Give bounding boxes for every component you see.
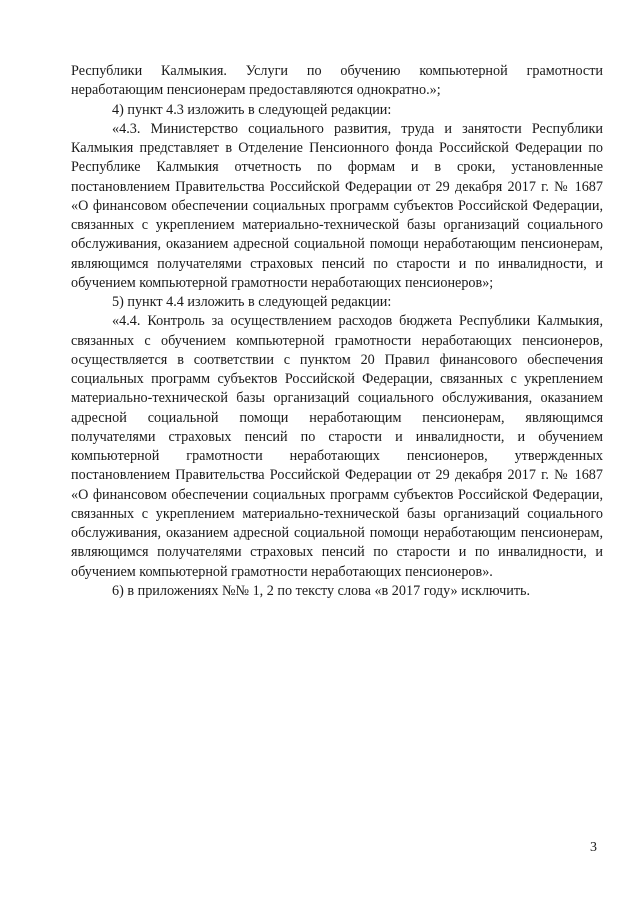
document-body [71,62,603,601]
paragraph-item-6: 6) в приложениях №№ 1, 2 по тексту слова «в 2017 году» исключить. [112,582,531,599]
paragraph-clause-4-4: «4.4. Контроль за осуществлением расходов бюджета Республики Калмыкия, связанных с обучением компьютерной грамотности неработающих пенсионеров, осуществляется в соответствии с пунктом 20 Правил финансового обеспечения социальных программ субъектов Российской Федерации, связанных с укреплением материально-технической базы организаций социального обслуживания, оказанием адресной социальной помощи неработающим пенсионерам, являющимся получателями страховых пенсий по старости и инвалидности, и обучением компьютерной грамотности неработающих пенсионеров, утвержденных постановлением Правительства Российской Федерации от 29 декабря 2017 г. № 1687 «О финансовом обеспечении социальных программ субъектов Российской Федерации, связанных с укреплением материально-технической базы организаций социального обслуживания, оказанием адресной социальной помощи неработающим пенсионерам, являющимся получателями страховых пенсий по старости и по инвалидности, и обучением компьютерной грамотности неработающих пенсионеров». [71,313,603,580]
page-number: 3 [590,840,597,855]
paragraph-item-5: 5) пункт 4.4 изложить в следующей редакции: [112,294,392,310]
paragraph-continuation: Республики Калмыкия. Услуги по обучению компьютерной грамотности неработающим пенсионерам предоставляются однократно.»; [71,63,603,99]
paragraph-clause-4-3: «4.3. Министерство социального развития, труда и занятости Республики Калмыкия представляет в Отделение Пенсионного фонда Российской Федерации по Республике Калмыкия отчетность по формам и в сроки, установленные постановлением Правительства Российской Федерации от 29 декабря 2017 г. № 1687 «О финансовом обеспечении социальных программ субъектов Российской Федерации, связанных с укреплением материально-технической базы организаций социального обслуживания, оказанием адресной социальной помощи неработающим пенсионерам, являющимся получателями страховых пенсий по старости и по инвалидности, и обучением компьютерной грамотности неработающих пенсионеров»; [71,120,603,291]
paragraph-item-4: 4) пункт 4.3 изложить в следующей редакции: [112,101,392,118]
